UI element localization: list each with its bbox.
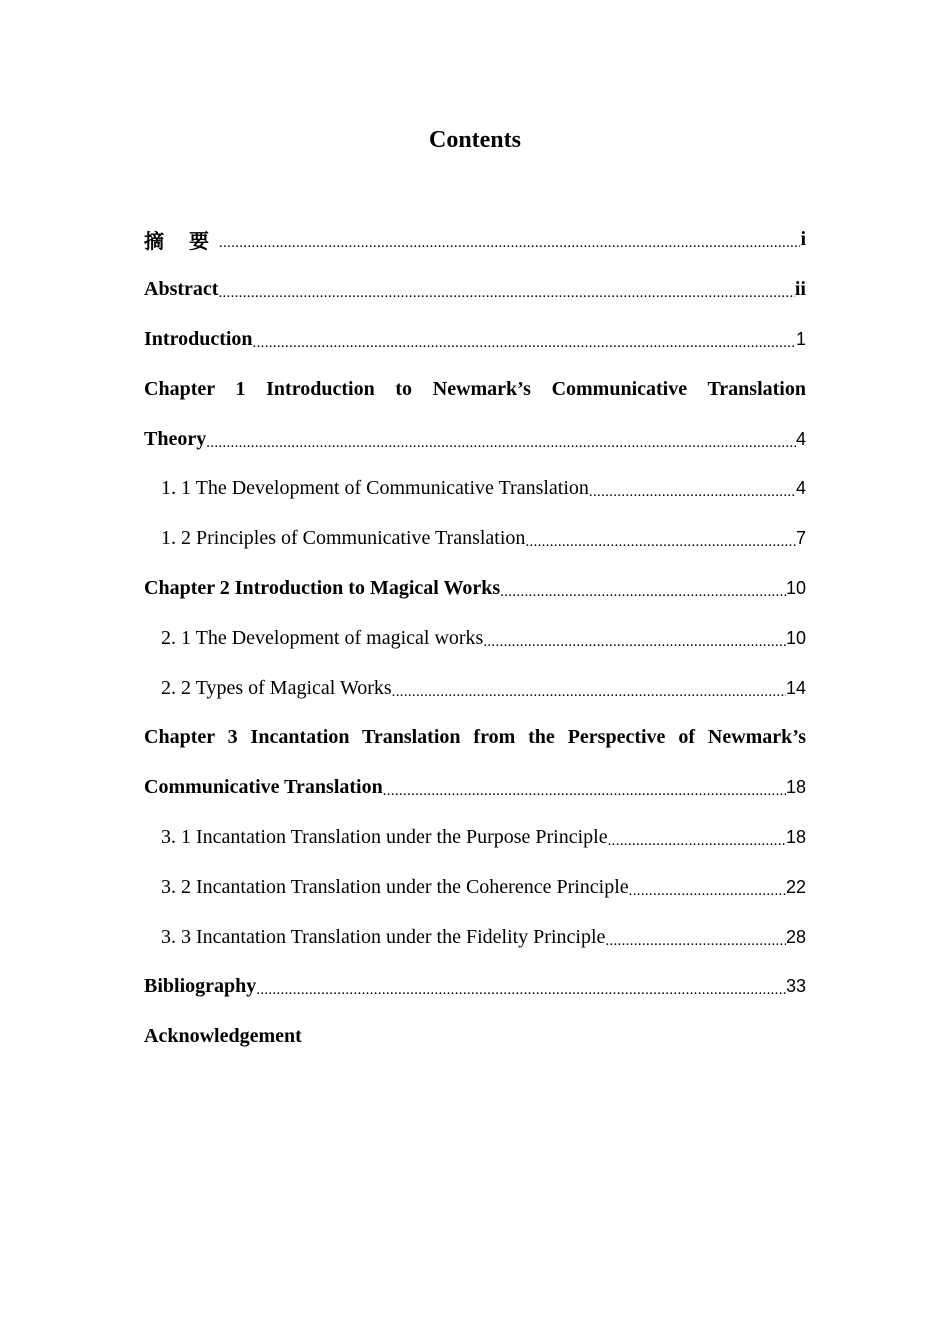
toc-entry-page: 18 xyxy=(785,777,806,798)
toc-entry-page: 10 xyxy=(785,577,806,598)
toc-entry-page: 22 xyxy=(785,876,806,897)
dot-leader xyxy=(392,677,786,700)
toc-entry-label: 摘 要 xyxy=(144,231,219,254)
toc-entry-label: Communicative Translation xyxy=(144,776,383,799)
dot-leader xyxy=(500,577,786,600)
toc-entry-bibliography[interactable] xyxy=(144,962,806,1012)
toc-entry-chapter-1-line-2[interactable] xyxy=(144,414,806,464)
toc-entry-page: i xyxy=(800,228,806,251)
dot-leader xyxy=(483,627,786,650)
dot-leader xyxy=(206,428,796,451)
toc-entry-label: 3. 3 Incantation Translation under the Fidelity Principle xyxy=(161,925,606,948)
toc-entry-label: 3. 1 Incantation Translation under the Purpose Principle xyxy=(161,825,608,848)
toc-entry-page: 28 xyxy=(785,926,806,947)
toc-entry-chapter-1-line-1[interactable] xyxy=(144,364,806,414)
toc-entry-section-3-3[interactable] xyxy=(144,912,806,962)
toc-entry-page: 33 xyxy=(785,976,806,997)
toc-entry-label: 1. 2 Principles of Communicative Translation xyxy=(161,527,526,550)
toc-entry-label: 2. 1 The Development of magical works xyxy=(161,626,484,649)
toc-entry-page: 10 xyxy=(785,627,806,648)
toc-entry-page: ii xyxy=(794,278,806,301)
dot-leader xyxy=(256,975,786,998)
toc-entry-label: Theory xyxy=(144,427,207,450)
toc-entry-section-1-1[interactable] xyxy=(144,464,806,514)
dot-leader xyxy=(383,776,786,799)
table-of-contents xyxy=(144,215,806,1062)
toc-entry-page: 4 xyxy=(795,478,806,499)
dot-leader xyxy=(253,328,796,351)
page-title: Contents xyxy=(428,127,521,153)
toc-entry-section-2-2[interactable] xyxy=(144,663,806,713)
toc-entry-page: 4 xyxy=(795,428,806,449)
toc-entry-page: 14 xyxy=(785,677,806,698)
dot-leader xyxy=(605,926,786,949)
toc-entry-section-2-1[interactable] xyxy=(144,613,806,663)
toc-entry-label: Chapter 3 Incantation Translation from the Perspective of Newmark’s xyxy=(144,726,806,749)
toc-entry-label: Introduction xyxy=(144,327,253,350)
toc-entry-section-1-2[interactable] xyxy=(144,514,806,564)
toc-entry-page: 1 xyxy=(795,328,806,349)
toc-entry-label: Bibliography xyxy=(144,975,257,998)
toc-entry-page: 7 xyxy=(795,528,806,549)
toc-entry-section-3-2[interactable] xyxy=(144,862,806,912)
toc-entry-label: Acknowledgement xyxy=(144,1025,302,1048)
dot-leader xyxy=(525,527,796,550)
dot-leader xyxy=(608,826,786,849)
dot-leader xyxy=(219,228,800,251)
toc-entry-chapter-3-line-2[interactable] xyxy=(144,763,806,813)
toc-entry-label: Chapter 1 Introduction to Newmark’s Communicative Translation xyxy=(144,377,806,400)
dot-leader xyxy=(589,477,796,500)
toc-entry-chapter-2[interactable] xyxy=(144,564,806,614)
toc-entry-introduction[interactable] xyxy=(144,315,806,365)
toc-entry-label: 1. 1 The Development of Communicative Translation xyxy=(161,477,589,500)
toc-entry-abstract-chinese[interactable] xyxy=(144,215,806,265)
toc-entry-label: Abstract xyxy=(144,278,219,301)
toc-entry-abstract[interactable] xyxy=(144,265,806,315)
toc-entry-acknowledgement[interactable] xyxy=(144,1012,806,1062)
toc-entry-label: 3. 2 Incantation Translation under the Coherence Principle xyxy=(161,875,629,898)
toc-entry-label: 2. 2 Types of Magical Works xyxy=(161,676,392,699)
dot-leader xyxy=(218,278,794,301)
toc-entry-label: Chapter 2 Introduction to Magical Works xyxy=(144,576,501,599)
dot-leader xyxy=(629,876,786,899)
toc-entry-section-3-1[interactable] xyxy=(144,813,806,863)
toc-entry-chapter-3-line-1[interactable] xyxy=(144,713,806,763)
toc-entry-page: 18 xyxy=(785,826,806,847)
